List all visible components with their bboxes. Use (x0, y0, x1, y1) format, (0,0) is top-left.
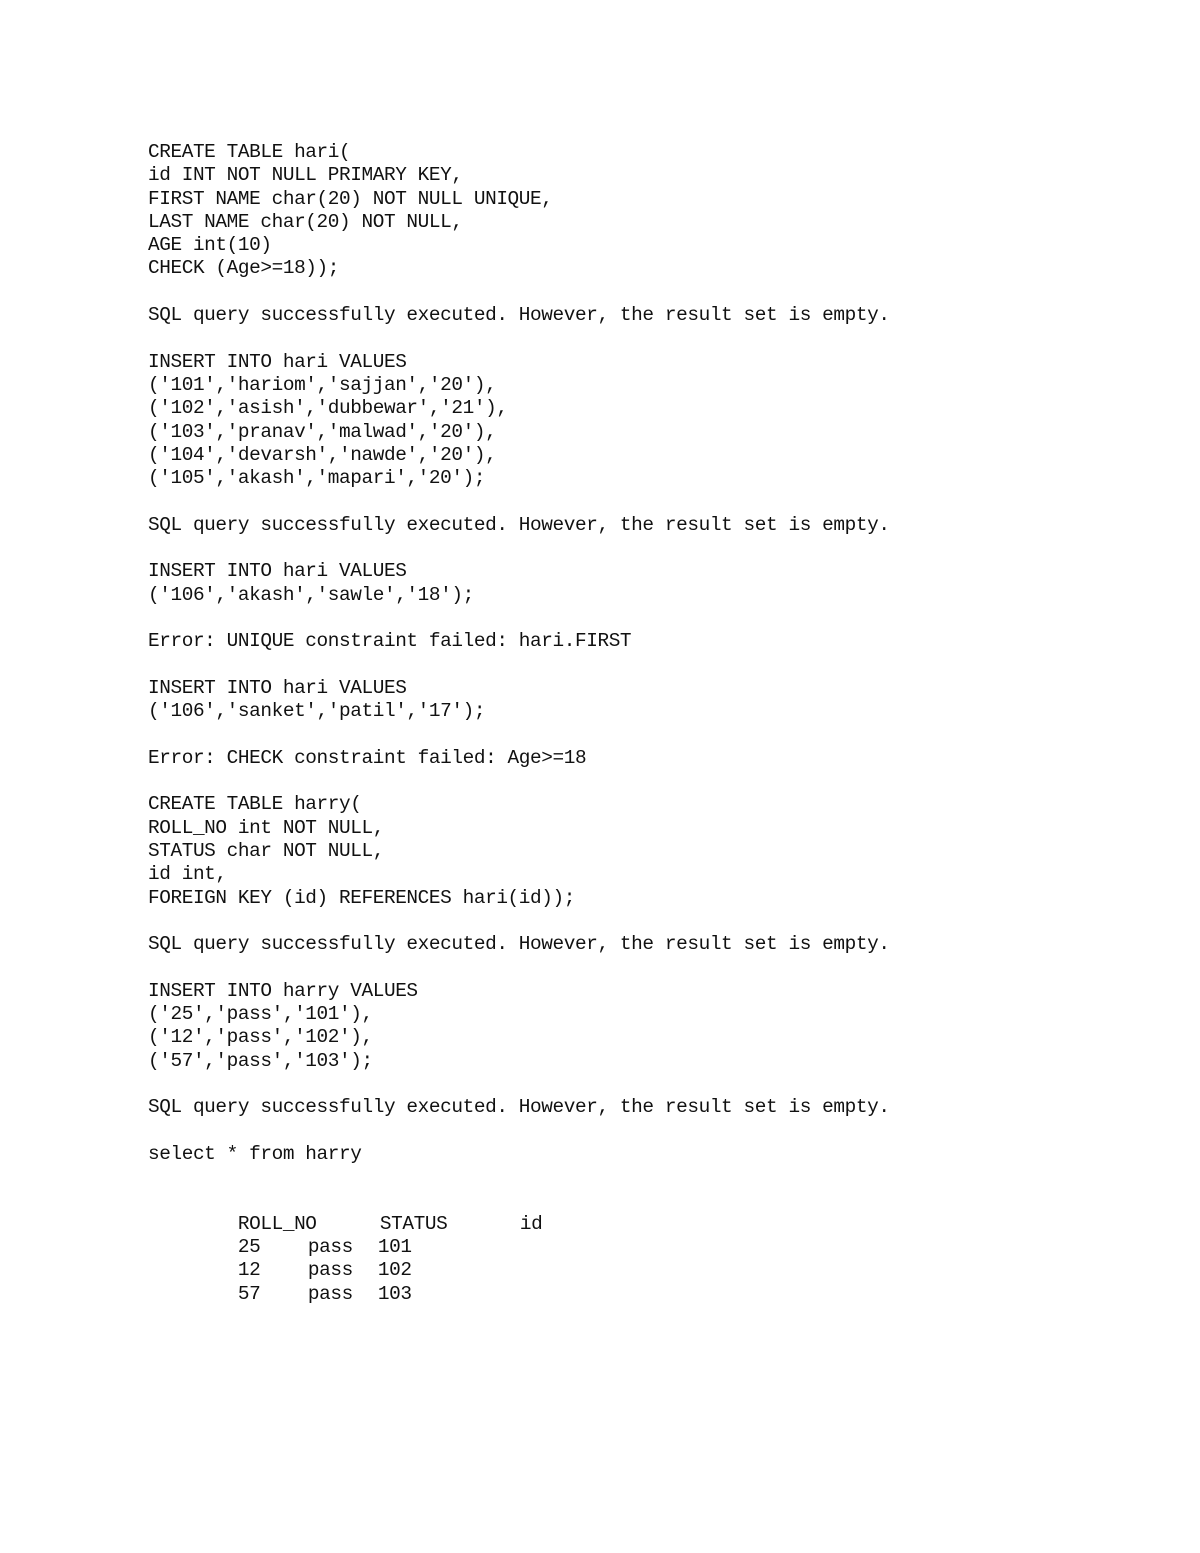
code-line: FIRST NAME char(20) NOT NULL UNIQUE, (148, 187, 553, 210)
insert-harry-query (148, 980, 1148, 1073)
table-cell: 25 (237, 1235, 261, 1258)
unique-constraint-error (148, 630, 1148, 653)
column-header: STATUS (379, 1212, 448, 1235)
result-table (148, 1189, 1148, 1305)
query-success-message (148, 1096, 1148, 1119)
code-line: select * from harry (148, 1142, 362, 1165)
code-line: FOREIGN KEY (id) REFERENCES hari(id)); (148, 886, 575, 909)
code-line: INSERT INTO hari VALUES (148, 676, 407, 699)
code-line: ('106','akash','sawle','18'); (148, 583, 474, 606)
table-cell: 102 (377, 1259, 412, 1282)
table-cell: pass (307, 1235, 353, 1258)
code-line: ('25','pass','101'), (148, 1002, 373, 1025)
code-line: ('12','pass','102'), (148, 1026, 373, 1049)
code-line: CHECK (Age>=18)); (148, 257, 340, 280)
code-line: CREATE TABLE harry( (148, 793, 362, 816)
code-line: AGE int(10) (148, 234, 272, 257)
output-line: SQL query successfully executed. However, the result set is empty. (148, 304, 890, 327)
insert-hari-query (148, 351, 1148, 491)
code-line: CREATE TABLE hari( (148, 141, 351, 163)
select-harry-query (148, 1143, 1148, 1166)
create-table-hari-query (148, 141, 1148, 281)
code-line: LAST NAME char(20) NOT NULL, (148, 210, 463, 233)
code-line: id INT NOT NULL PRIMARY KEY, (148, 164, 463, 187)
code-line: ('102','asish','dubbewar','21'), (148, 397, 508, 420)
insert-hari-underage-query (148, 677, 1148, 724)
table-cell: pass (307, 1259, 353, 1282)
create-table-harry-query (148, 793, 1148, 909)
table-cell: 101 (377, 1235, 412, 1258)
check-constraint-error (148, 747, 1148, 770)
error-line: Error: UNIQUE constraint failed: hari.FIRST (148, 630, 632, 653)
table-cell: pass (307, 1282, 353, 1305)
code-line: ROLL_NO int NOT NULL, (148, 816, 384, 839)
code-line: INSERT INTO hari VALUES (148, 350, 407, 373)
query-success-message (148, 304, 1148, 327)
query-success-message (148, 933, 1148, 956)
code-line: ('106','sanket','patil','17'); (148, 700, 486, 723)
code-line: ('103','pranav','malwad','20'), (148, 420, 497, 443)
result-table-header (148, 1189, 1148, 1235)
output-line: SQL query successfully executed. However, the result set is empty. (148, 1096, 890, 1119)
code-line: STATUS char NOT NULL, (148, 839, 384, 862)
table-cell: 57 (237, 1282, 261, 1305)
code-line: ('104','devarsh','nawde','20'), (148, 443, 497, 466)
code-line: id int, (148, 863, 227, 886)
column-header: ROLL_NO (237, 1212, 317, 1235)
code-line: ('57','pass','103'); (148, 1049, 373, 1072)
output-line: SQL query successfully executed. However, the result set is empty. (148, 513, 890, 536)
table-cell: 103 (377, 1282, 412, 1305)
insert-hari-duplicate-query (148, 560, 1148, 607)
code-line: ('105','akash','mapari','20'); (148, 467, 486, 490)
code-line: INSERT INTO hari VALUES (148, 560, 407, 583)
query-success-message (148, 514, 1148, 537)
code-line: INSERT INTO harry VALUES (148, 979, 418, 1002)
code-line: ('101','hariom','sajjan','20'), (148, 373, 497, 396)
column-header: id (519, 1212, 543, 1235)
table-cell: 12 (237, 1259, 261, 1282)
output-line: SQL query successfully executed. However, the result set is empty. (148, 933, 890, 956)
error-line: Error: CHECK constraint failed: Age>=18 (148, 746, 587, 769)
document-body (148, 141, 1148, 1305)
